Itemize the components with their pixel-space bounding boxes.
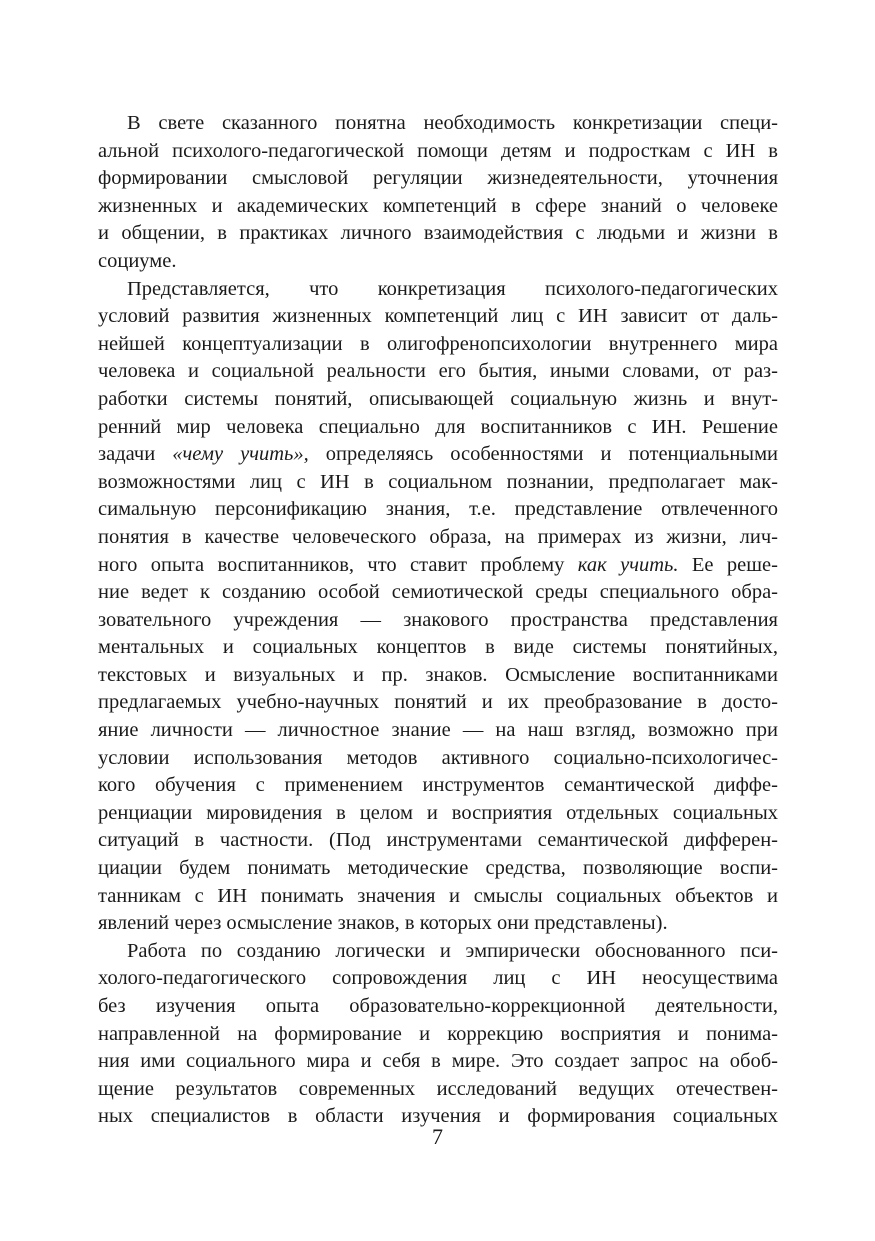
line-segment: задачи (98, 443, 173, 466)
text-line: Работа по созданию логически и эмпирически обоснованного пси- (127, 939, 778, 962)
text-line: ренний мир человека специально для воспитанников с ИН. Решение (98, 415, 778, 438)
text-line: предлагаемых учебно-научных понятий и их преобразование в досто- (98, 691, 778, 714)
text-line-with-italic (98, 552, 778, 580)
text-line: ния ими социального мира и себя в мире. Это создает запрос на обоб- (98, 1050, 778, 1073)
text-line: явлений через осмысление знаков, в которых они представлены). (98, 912, 668, 935)
text-line: циации будем понимать методические средства, позволяющие воспи- (98, 857, 778, 880)
text-line: и общении, в практиках личного взаимодействия с людьми и жизни в (98, 222, 778, 245)
text-line: нейшей концептуализации в олигофренопсихологии внутреннего мира (98, 332, 778, 355)
line-segment: определяясь особенностями и потенциальными (308, 443, 778, 466)
italic-phrase: как учить. (577, 553, 679, 576)
text-line: В свете сказанного понятна необходимость конкретизации специ- (127, 112, 778, 134)
paragraph-2 (98, 276, 778, 938)
text-line: человека и социальной реальности его бытия, иными словами, от раз- (98, 360, 778, 383)
italic-phrase: «чему учить», (172, 443, 309, 466)
text-line: альной психолого-педагогической помощи детям и подросткам с ИН в (98, 139, 778, 162)
line-segment: ного опыта воспитанников, что ставит проблему (98, 553, 578, 576)
line-segment: Ее реше- (678, 553, 778, 576)
paragraph-3 (98, 938, 778, 1131)
page-body (98, 110, 778, 1131)
text-line: ренциации мировидения в целом и восприятия отдельных социальных (98, 801, 778, 824)
text-line: понятия в качестве человеческого образа, на примерах из жизни, лич- (98, 525, 778, 548)
text-line: яние личности — личностное знание — на наш взгляд, возможно при (98, 719, 778, 742)
text-line: Представляется, что конкретизация психолого-педагогических (127, 277, 778, 300)
text-line: возможностями лиц с ИН в социальном познании, предполагает мак- (98, 470, 778, 493)
text-line: ных специалистов в области изучения и формирования социальных (98, 1105, 778, 1128)
text-line: симальную персонификацию знания, т.е. представление отвлеченного (98, 498, 778, 521)
text-line: зовательного учреждения — знакового пространства представления (98, 608, 778, 631)
text-line: ситуаций в частности. (Под инструментами семантической дифферен- (98, 829, 778, 852)
text-line: условии использования методов активного социально-психологичес- (98, 746, 778, 769)
text-line: кого обучения с применением инструментов семантической диффе- (98, 774, 778, 797)
text-line: работки системы понятий, описывающей социальную жизнь и внут- (98, 387, 778, 410)
text-line: ментальных и социальных концептов в виде системы понятийных, (98, 636, 778, 659)
text-line: без изучения опыта образовательно-коррекционной деятельности, (98, 995, 778, 1017)
text-line: танникам с ИН понимать значения и смыслы социальных объектов и (98, 884, 778, 907)
page-number: 7 (432, 1124, 443, 1149)
text-line: текстовых и визуальных и пр. знаков. Осмысление воспитанниками (98, 663, 778, 686)
paragraph-1 (98, 110, 778, 276)
text-line: щение результатов современных исследований ведущих отечествен- (98, 1077, 778, 1100)
text-line: социуме. (98, 249, 177, 272)
text-line: формировании смысловой регуляции жизнедеятельности, уточнения (98, 167, 778, 190)
text-line: холого-педагогического сопровождения лиц с ИН неосуществима (98, 967, 778, 990)
text-line: ние ведет к созданию особой семиотической среды специального обра- (98, 581, 778, 604)
text-line: жизненных и академических компетенций в сфере знаний о человеке (98, 194, 778, 217)
text-line-with-italic (98, 441, 778, 469)
text-line: условий развития жизненных компетенций лиц с ИН зависит от даль- (98, 305, 778, 328)
text-line: направленной на формирование и коррекцию восприятия и понима- (98, 1022, 778, 1045)
